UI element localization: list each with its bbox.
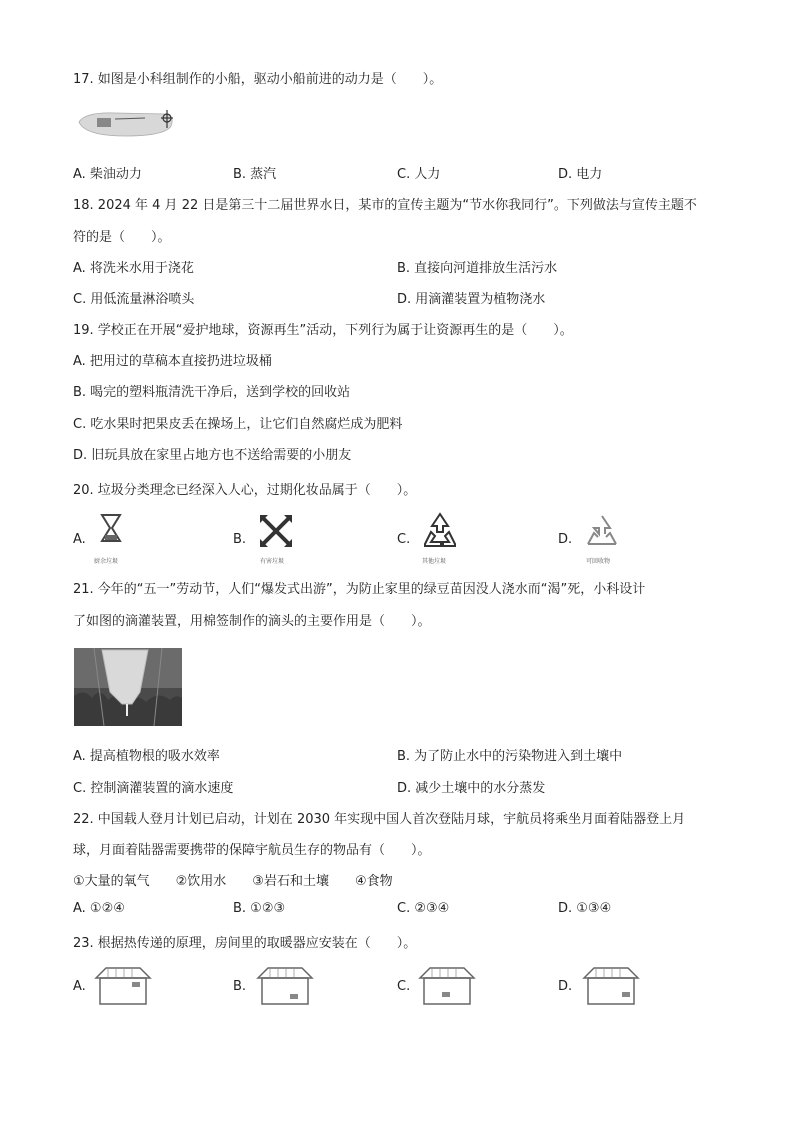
q22-option-a: A. ①②④ (73, 901, 125, 916)
q19-option-c: C. 吃水果时把果皮丢在操场上，让它们自然腐烂成为肥料 (73, 417, 403, 432)
q21-option-b: B. 为了防止水中的污染物进入到土壤中 (397, 749, 623, 764)
house-heater-high-right-icon (582, 966, 640, 1006)
q21-option-a: A. 提高植物根的吸水效率 (73, 749, 220, 764)
q20-stem: 20. 垃圾分类理念已经深入人心，过期化妆品属于（ ）。 (73, 483, 417, 498)
q21-stem-line2: 了如图的滴灌装置，用棉签制作的滴头的主要作用是（ ）。 (73, 614, 431, 629)
q22-items: ①大量的氧气 ②饮用水 ③岩石和土壤 ④食物 (73, 874, 393, 889)
q19-option-b: B. 喝完的塑料瓶清洗干净后，送到学校的回收站 (73, 385, 351, 400)
q22-stem-line2: 球，月面着陆器需要携带的保障宇航员生存的物品有（ ）。 (73, 843, 431, 858)
q17-option-d: D. 电力 (558, 167, 603, 182)
q23-option-c: C. (397, 979, 411, 994)
house-heater-high-left-icon (94, 966, 152, 1006)
q17-stem: 17. 如图是小科组制作的小船，驱动小船前进的动力是（ ）。 (73, 72, 443, 87)
house-heater-low-right-icon (256, 966, 314, 1006)
kitchen-waste-caption: 厨余垃圾 (94, 558, 119, 565)
other-waste-icon (421, 512, 459, 548)
q20-option-c: C. (397, 532, 411, 547)
recyclable-icon (584, 512, 620, 548)
q20-option-a: A. (73, 532, 86, 547)
q23-option-d: D. (558, 979, 573, 994)
q23-option-a: A. (73, 979, 86, 994)
q21-stem-line1: 21. 今年的“五一”劳动节，人们“爆发式出游”，为防止家里的绿豆苗因没人浇水而“渴”死，小科设计 (73, 582, 646, 597)
recyclable-caption: 可回收物 (586, 558, 611, 565)
q19-option-a: A. 把用过的草稿本直接扔进垃圾桶 (73, 354, 272, 369)
q18-option-b: B. 直接向河道排放生活污水 (397, 261, 558, 276)
q22-option-b: B. ①②③ (233, 901, 286, 916)
q18-stem-line2: 符的是（ ）。 (73, 230, 171, 245)
q22-option-c: C. ②③④ (397, 901, 450, 916)
q22-stem-line1: 22. 中国载人登月计划已启动，计划在 2030 年实现中国人首次登陆月球，宇航员将乘坐月面着陆器登上月 (73, 812, 686, 827)
q20-option-b: B. (233, 532, 247, 547)
q23-stem: 23. 根据热传递的原理，房间里的取暖器应安装在（ ）。 (73, 936, 417, 951)
q18-stem-line1: 18. 2024 年 4 月 22 日是第三十二届世界水日，某市的宣传主题为“节水你我同行”。下列做法与宣传主题不 (73, 198, 697, 213)
q18-option-a: A. 将洗米水用于浇花 (73, 261, 194, 276)
house-heater-low-center-icon (418, 966, 476, 1006)
q23-option-b: B. (233, 979, 247, 994)
hazardous-waste-caption: 有害垃圾 (260, 558, 285, 565)
q19-stem: 19. 学校正在开展“爱护地球，资源再生”活动，下列行为属于让资源再生的是（ ）。 (73, 323, 573, 338)
q21-option-c: C. 控制滴灌装置的滴水速度 (73, 781, 234, 796)
q21-option-d: D. 减少土壤中的水分蒸发 (397, 781, 546, 796)
q17-option-a: A. 柴油动力 (73, 167, 142, 182)
q17-option-b: B. 蒸汽 (233, 167, 277, 182)
boat-image (75, 104, 185, 140)
q20-option-d: D. (558, 532, 573, 547)
hazardous-waste-icon (258, 513, 294, 549)
other-waste-caption: 其他垃圾 (422, 558, 447, 565)
q18-option-c: C. 用低流量淋浴喷头 (73, 292, 195, 307)
drip-irrigation-photo (74, 648, 182, 726)
q19-option-d: D. 旧玩具放在家里占地方也不送给需要的小朋友 (73, 448, 352, 463)
kitchen-waste-icon (94, 513, 128, 543)
q22-option-d: D. ①③④ (558, 901, 612, 916)
q18-option-d: D. 用滴灌装置为植物浇水 (397, 292, 546, 307)
q17-option-c: C. 人力 (397, 167, 441, 182)
